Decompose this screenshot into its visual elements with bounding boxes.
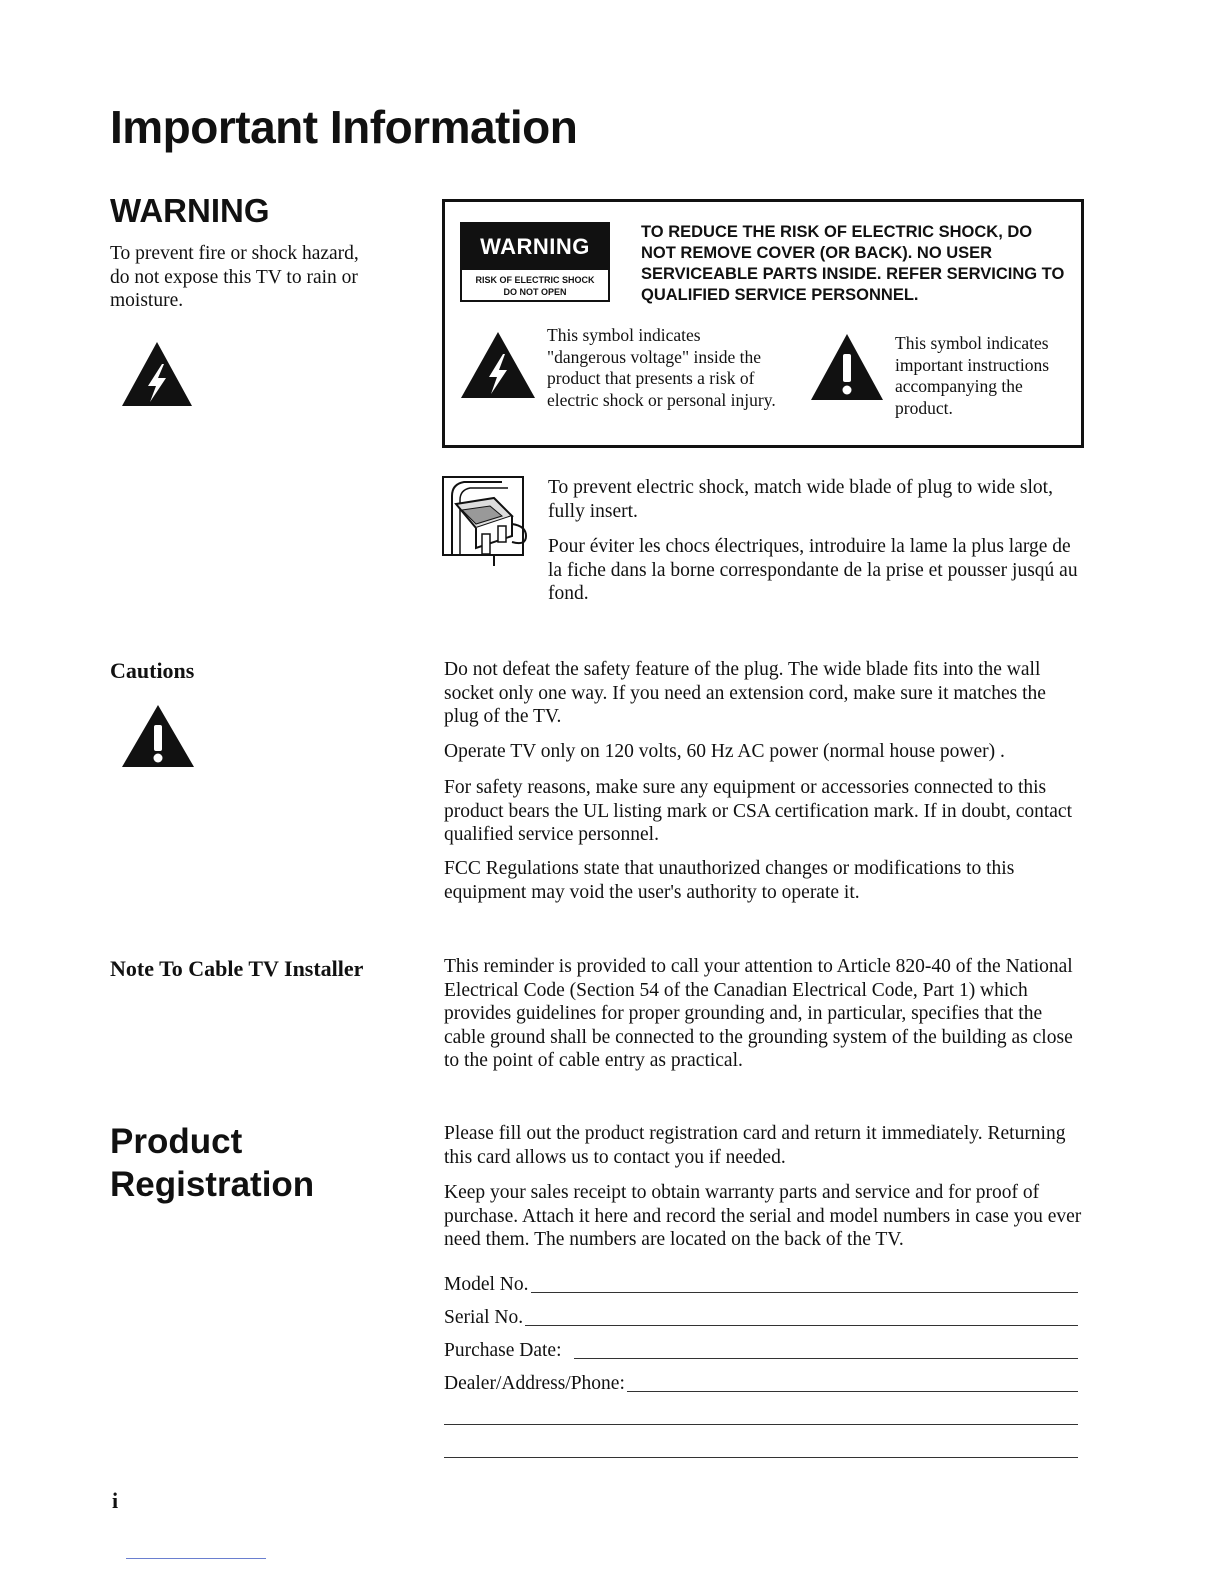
exclamation-warning-icon [809,332,885,402]
plug-instruction-english: To prevent electric shock, match wide blade of plug to wide slot, fully insert. [548,477,1053,522]
registration-paragraph-receipt: Keep your sales receipt to obtain warranty parts and service and for proof of purchase. Attach it here and record the serial and model numbers in case you ever need them. The numbers are located on the back of the TV. [444,1182,1082,1250]
electric-shock-warning-icon [120,340,194,408]
warning-text: To prevent fire or shock hazard, do not expose this TV to rain or moisture. [110,243,359,311]
warning-badge [460,222,610,302]
purchase-date-label: Purchase Date: [444,1340,562,1361]
registration-heading-line1: Product [110,1122,243,1161]
cable-installer-text: This reminder is provided to call your attention to Article 820-40 of the National Electrical Code (Section 54 of the Canadian Electrical Code, Part 1) which provides guidelines for proper grounding and, in particular, specifies that the cable ground shall be connected to the grounding system of the building as close to the point of cable entry as practical. [444,956,1073,1071]
polarized-plug-icon [442,476,534,568]
dealer-extra-line-2[interactable] [444,1457,1078,1458]
warning-badge-subtitle-1: RISK OF ELECTRIC SHOCK [475,275,595,285]
registration-heading [110,1120,314,1206]
purchase-date-field[interactable] [444,1338,1078,1362]
model-number-field[interactable] [444,1272,1078,1296]
dealer-extra-line-1[interactable] [444,1424,1078,1425]
page-number: i [112,1488,119,1513]
caution-paragraph-fcc: FCC Regulations state that unauthorized changes or modifications to this equipment may void the user's authority to operate it. [444,858,1015,903]
plug-instruction-french: Pour éviter les chocs électriques, introduire la lame la plus large de la fiche dans la borne correspondante de la prise et pousser jusqú au fond. [548,536,1078,604]
caution-paragraph-power: Operate TV only on 120 volts, 60 Hz AC power (normal house power) . [444,741,1005,762]
model-number-label: Model No. [444,1274,529,1295]
warning-heading: WARNING [110,192,270,229]
footer-rule [126,1558,266,1559]
caution-icon [120,703,196,769]
caution-paragraph-plug: Do not defeat the safety feature of the plug. The wide blade fits into the wall socket only one way. If you need an extension cord, make sure it matches the plug of the TV. [444,659,1046,727]
dangerous-voltage-text: This symbol indicates "dangerous voltage" inside the product that presents a risk of electric shock or personal injury. [547,325,776,410]
cable-installer-heading: Note To Cable TV Installer [110,956,364,981]
dealer-line[interactable] [627,1390,1078,1392]
serial-number-line[interactable] [525,1324,1078,1326]
purchase-date-line[interactable] [574,1357,1079,1359]
caution-paragraph-certification: For safety reasons, make sure any equipment or accessories connected to this product bears the UL listing mark or CSA certification mark. If in doubt, contact qualified service personnel. [444,777,1072,845]
registration-heading-line2: Registration [110,1165,315,1204]
registration-paragraph-card: Please fill out the product registration card and return it immediately. Returning this card allows us to contact you if needed. [444,1123,1066,1168]
serial-number-field[interactable] [444,1305,1078,1329]
page-title: Important Information [110,101,578,153]
warning-badge-title: WARNING [462,224,608,270]
warning-badge-subtitle-2: DO NOT OPEN [503,287,567,297]
warning-box [442,199,1084,448]
model-number-line[interactable] [531,1291,1079,1293]
dealer-label: Dealer/Address/Phone: [444,1373,625,1394]
cautions-heading: Cautions [110,658,195,683]
dangerous-voltage-icon [459,330,537,400]
warning-box-text: TO REDUCE THE RISK OF ELECTRIC SHOCK, DO NOT REMOVE COVER (OR BACK). NO USER SERVICEABLE PARTS INSIDE. REFER SERVICING TO QUALIFIED SERVICE PERSONNEL. [641,223,1065,304]
serial-number-label: Serial No. [444,1307,524,1328]
important-instructions-text: This symbol indicates important instructions accompanying the product. [895,333,1050,418]
dealer-field[interactable] [444,1371,1078,1395]
